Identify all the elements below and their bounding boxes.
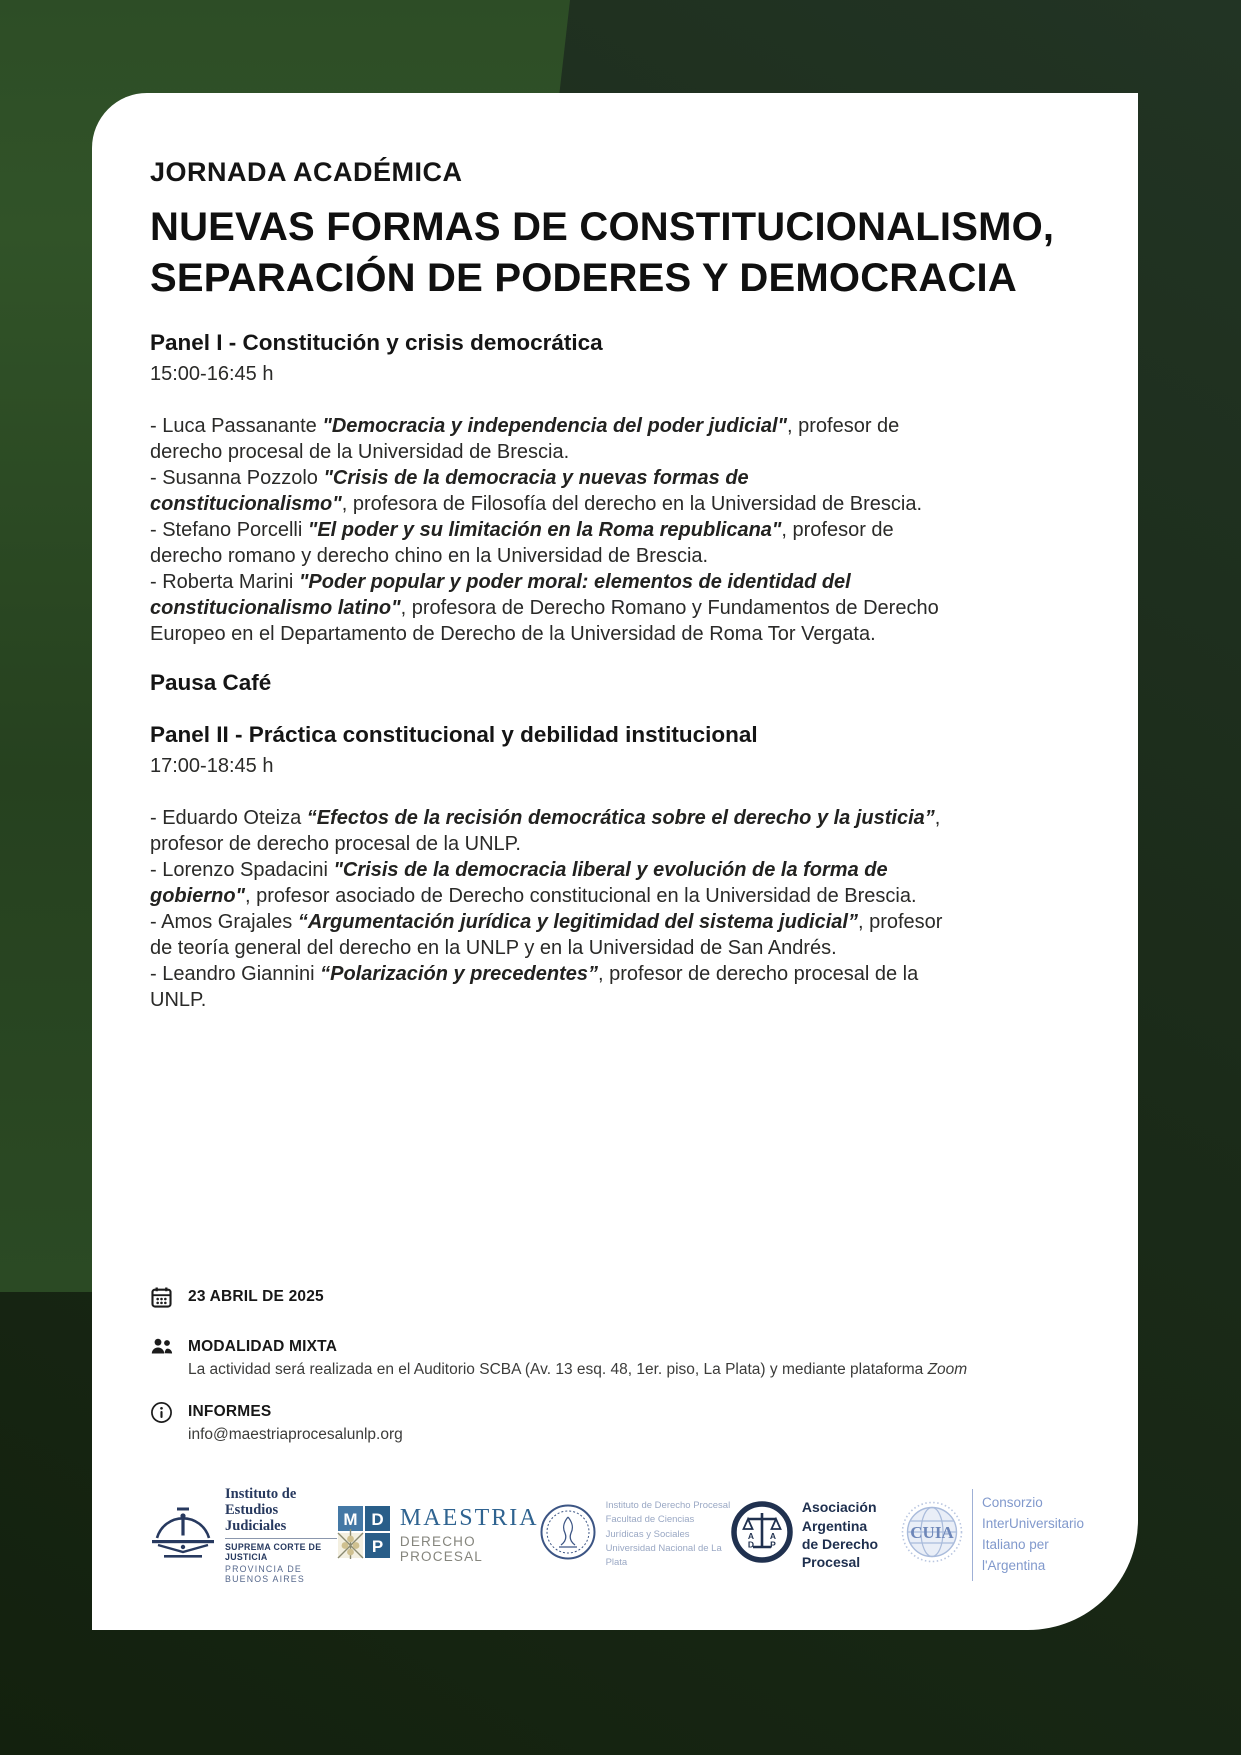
scales-of-justice-icon <box>731 1501 793 1568</box>
informes-row <box>150 1400 1050 1444</box>
modality-row <box>150 1335 1050 1379</box>
speaker-entry: - Stefano Porcelli "El poder y su limitación en la Roma republicana", profesor de derecho romano y derecho chino en la Universidad de Brescia. <box>150 519 894 567</box>
svg-text:A: A <box>747 1531 754 1542</box>
panel-2-section <box>150 722 1080 1013</box>
svg-text:P: P <box>371 1537 384 1557</box>
unlp-seal-icon <box>539 1503 597 1566</box>
logo-unlp-seal <box>539 1499 731 1570</box>
panel-2-time: 17:00-18:45 h <box>150 755 274 777</box>
logo-cuia <box>901 1489 1084 1581</box>
logo-aadp <box>731 1498 901 1571</box>
panel-1-time: 15:00-16:45 h <box>150 363 274 385</box>
logo-instituto-estudios-judiciales: Instituto de Estudios Judiciales SUPREMA CORTE DE JUSTICIA PROVINCIA DE BUENOS AIRES <box>150 1486 337 1584</box>
logo-text: Consorzio InterUniversitario Italiano per l'Argentina <box>981 1495 1084 1573</box>
logo-maestria-derecho-procesal: M D P MAESTRIA DERECHO PROCESAL <box>337 1505 539 1564</box>
panel-1-speakers <box>150 413 950 647</box>
mdp-grid-icon <box>337 1505 391 1564</box>
date-row <box>150 1285 1050 1314</box>
logo-text: Instituto de Derecho Procesal Facultad de Ciencias Jurídicas y Sociales Universidad Nacional de La Plata <box>605 1500 731 1569</box>
informes-email: info@maestriaprocesalunlp.org <box>188 1426 403 1443</box>
speaker-entry: - Lorenzo Spadacini "Crisis de la democracia liberal y evolución de la forma de gobierno", profesor asociado de Derecho constitucional en la Universidad de Brescia. <box>150 859 917 907</box>
event-title-line2: SEPARACIÓN DE PODERES Y DEMOCRACIA <box>150 256 1017 300</box>
panel-2-heading: Panel II - Práctica constitucional y debilidad institucional <box>150 722 758 747</box>
modality-detail: La actividad será realizada en el Auditorio SCBA (Av. 13 esq. 48, 1er. piso, La Plata) y mediante plataforma Zoom <box>188 1361 968 1378</box>
calendar-icon <box>150 1285 173 1314</box>
logo-text: Asociación Argentina de Derecho Procesal <box>801 1499 879 1571</box>
panel-2-speakers <box>150 805 950 1013</box>
event-title <box>150 202 1080 304</box>
partner-logos <box>150 1486 1084 1584</box>
panel-1-section <box>150 330 1080 647</box>
logo-text: MAESTRIA <box>399 1504 539 1531</box>
svg-text:CUIA: CUIA <box>910 1523 954 1543</box>
panel-1-heading: Panel I - Constitución y crisis democrática <box>150 330 603 355</box>
event-title-line1: NUEVAS FORMAS DE CONSTITUCIONALISMO, <box>150 205 1055 249</box>
event-date: 23 ABRIL DE 2025 <box>188 1288 324 1305</box>
speaker-entry: - Luca Passanante "Democracia y independencia del poder judicial", profesor de derecho procesal de la Universidad de Brescia. <box>150 415 900 463</box>
speaker-entry: - Leandro Giannini “Polarización y precedentes”, profesor de derecho procesal de la UNLP. <box>150 963 919 1011</box>
svg-text:M: M <box>343 1510 358 1530</box>
speaker-entry: - Roberta Marini "Poder popular y poder moral: elementos de identidad del constitucionalismo latino", profesora de Derecho Romano y Fundamentos de Derecho Europeo en el Departamento de Derecho de la Universidad de Roma Tor Vergata. <box>150 571 939 645</box>
logo-text: Instituto de Estudios Judiciales <box>225 1486 297 1535</box>
svg-text:P: P <box>769 1539 776 1550</box>
speaker-entry: - Amos Grajales “Argumentación jurídica y legitimidad del sistema judicial”, profesor de teoría general del derecho en la UNLP y en la Universidad de San Andrés. <box>150 911 943 959</box>
event-kicker: JORNADA ACADÉMICA <box>150 157 463 187</box>
cuia-globe-icon <box>901 1501 963 1568</box>
speaker-entry: - Eduardo Oteiza “Efectos de la recisión democrática sobre el derecho y la justicia”, profesor de derecho procesal de la UNLP. <box>150 807 941 855</box>
divider <box>972 1489 973 1581</box>
courthouse-dome-icon <box>150 1503 216 1566</box>
people-icon <box>150 1335 173 1379</box>
speaker-entry: - Susanna Pozzolo "Crisis de la democracia y nuevas formas de constitucionalismo", profesora de Filosofía del derecho en la Universidad de Brescia. <box>150 467 923 515</box>
event-card <box>92 93 1138 1630</box>
svg-text:D: D <box>747 1539 754 1550</box>
info-icon <box>150 1400 173 1444</box>
informes-label: INFORMES <box>188 1403 272 1420</box>
coffee-break-label: Pausa Café <box>150 670 272 695</box>
svg-text:A: A <box>769 1531 776 1542</box>
modality-label: MODALIDAD MIXTA <box>188 1338 338 1355</box>
svg-text:D: D <box>371 1510 384 1530</box>
event-details <box>150 1285 1050 1465</box>
